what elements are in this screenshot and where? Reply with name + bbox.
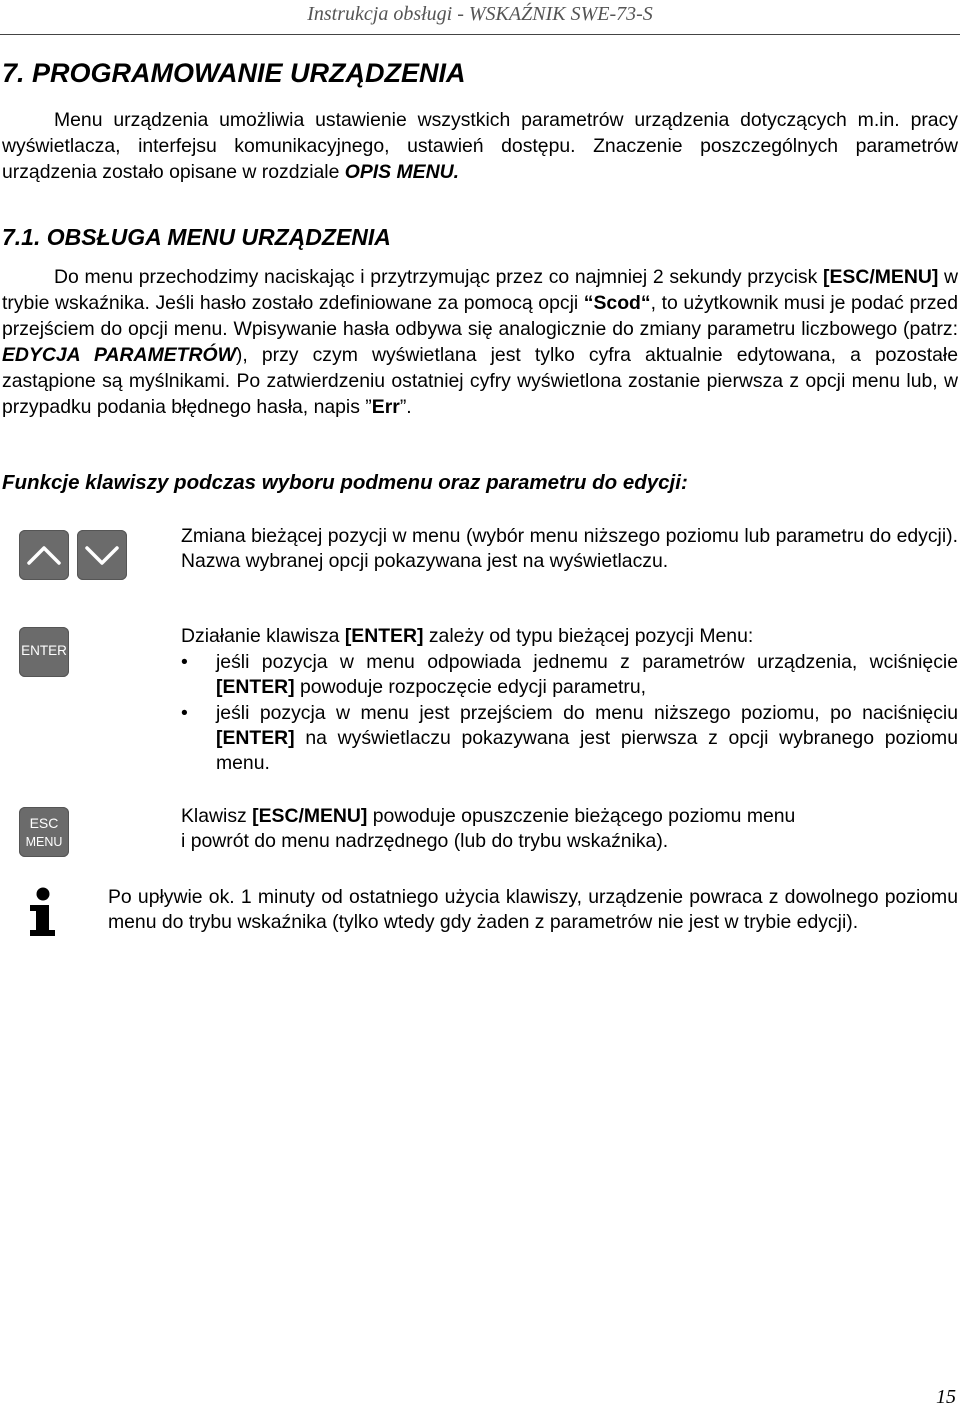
bullet-1-b: powoduje rozpoczęcie edycji parametru, — [294, 676, 647, 698]
enter-bullet-list — [181, 650, 958, 776]
menu-key-label: MENU — [25, 835, 63, 849]
enter-description — [181, 624, 958, 776]
esc-key-label: ESC — [29, 815, 59, 831]
esc-text-key: [ESC/MENU] — [252, 805, 368, 827]
body-key-esc: [ESC/MENU] — [823, 266, 939, 288]
bullet-2-a: jeśli pozycja w menu jest przejściem do menu niższego poziomu, po naciśnięciu — [216, 702, 958, 724]
enter-intro-b: zależy od typu bieżącej pozycji Menu: — [423, 625, 754, 647]
body-text-3: , to użytkownik musi je podać przed przejściem do opcji menu. Wpisywanie hasła odbywa się analogicznie do zmiany parametru liczbowego (patrz: — [2, 292, 958, 340]
bullet-2-key: [ENTER] — [216, 727, 295, 749]
esc-description — [181, 804, 958, 854]
bullet-1-key: [ENTER] — [216, 676, 295, 698]
bullet-1-a: jeśli pozycja w menu odpowiada jednemu z parametrów urządzenia, wciśnięcie — [216, 651, 958, 673]
enter-bullet-2 — [181, 701, 958, 776]
intro-reference-end: . — [453, 161, 459, 183]
subsection-title: 7.1. OBSŁUGA MENU URZĄDZENIA — [2, 224, 391, 250]
info-icon — [20, 886, 66, 938]
enter-intro — [181, 624, 958, 649]
esc-text-a: Klawisz — [181, 805, 253, 827]
chevron-up-icon — [19, 530, 69, 580]
section-intro — [2, 107, 958, 185]
intro-text: Menu urządzenia umożliwia ustawienie wszystkich parametrów urządzenia dotyczących m.in. pracy wyświetlacza, interfejsu komunikacyjnego, ustawień dostępu. Znaczenie poszczególnych parametrów urządzenia zostało opisane w rozdziale — [2, 109, 958, 183]
timeout-note: Po upływie ok. 1 minuty od ostatniego użycia klawiszy, urządzenie powraca z dowolnego poziomu menu do trybu wskaźnika (tylko wtedy gdy żaden z parametrów nie jest w trybie edycji). — [108, 886, 958, 933]
enter-key-icon — [19, 627, 69, 677]
running-header: Instrukcja obsługi - WSKAŹNIK SWE-73-S — [307, 3, 653, 25]
esc-line-2: i powrót do menu nadrzędnego (lub do trybu wskaźnika). — [181, 830, 669, 852]
bullet-2-b: na wyświetlaczu pokazywana jest pierwsza z opcji wybranego poziomu menu. — [216, 727, 958, 774]
down-arrow-key-icon — [77, 530, 127, 580]
up-arrow-key-icon — [19, 530, 69, 580]
body-text-4: ), przy czym wyświetlana jest tylko cyfra aktualnie edytowana, a pozostałe zastąpione są myślnikami. Po zatwierdzeniu ostatniej cyfry wyświetlona zostanie pierwsza z opcji menu lub, w przypadku podania błędnego hasła, napis ” — [2, 344, 958, 418]
body-text-2: w trybie wskaźnika. Jeśli hasło zostało zdefiniowane za pomocą opcji — [2, 266, 958, 314]
keys-heading: Funkcje klawiszy podczas wyboru podmenu oraz parametru do edycji: — [2, 471, 688, 494]
arrows-description: Zmiana bieżącej pozycji w menu (wybór menu niższego poziomu lub parametru do edycji). Nazwa wybranej opcji pokazywana jest na wyświetlaczu. — [181, 525, 958, 572]
section-title: 7. PROGRAMOWANIE URZĄDZENIA — [2, 58, 466, 88]
header-rule — [0, 34, 960, 35]
intro-reference: OPIS MENU — [344, 161, 454, 183]
chevron-down-icon — [77, 530, 127, 580]
esc-text-b: powoduje opuszczenie bieżącego poziomu menu — [367, 805, 796, 827]
enter-key-label: ENTER — [21, 643, 67, 658]
enter-bullet-1 — [181, 650, 958, 700]
page-number: 15 — [936, 1386, 956, 1408]
body-err: Err — [371, 396, 400, 418]
body-option-scod: “Scod“ — [583, 292, 651, 314]
enter-intro-key: [ENTER] — [344, 625, 424, 647]
esc-line-1 — [181, 804, 958, 829]
esc-menu-key-icon — [19, 807, 69, 857]
body-reference: EDYCJA PARAMETRÓW — [2, 344, 236, 366]
enter-intro-a: Działanie klawisza — [181, 625, 345, 647]
subsection-body — [2, 264, 958, 420]
body-text-end: ”. — [399, 396, 412, 418]
body-text-1: Do menu przechodzimy naciskając i przytrzymując przez co najmniej 2 sekundy przycisk — [54, 266, 824, 288]
